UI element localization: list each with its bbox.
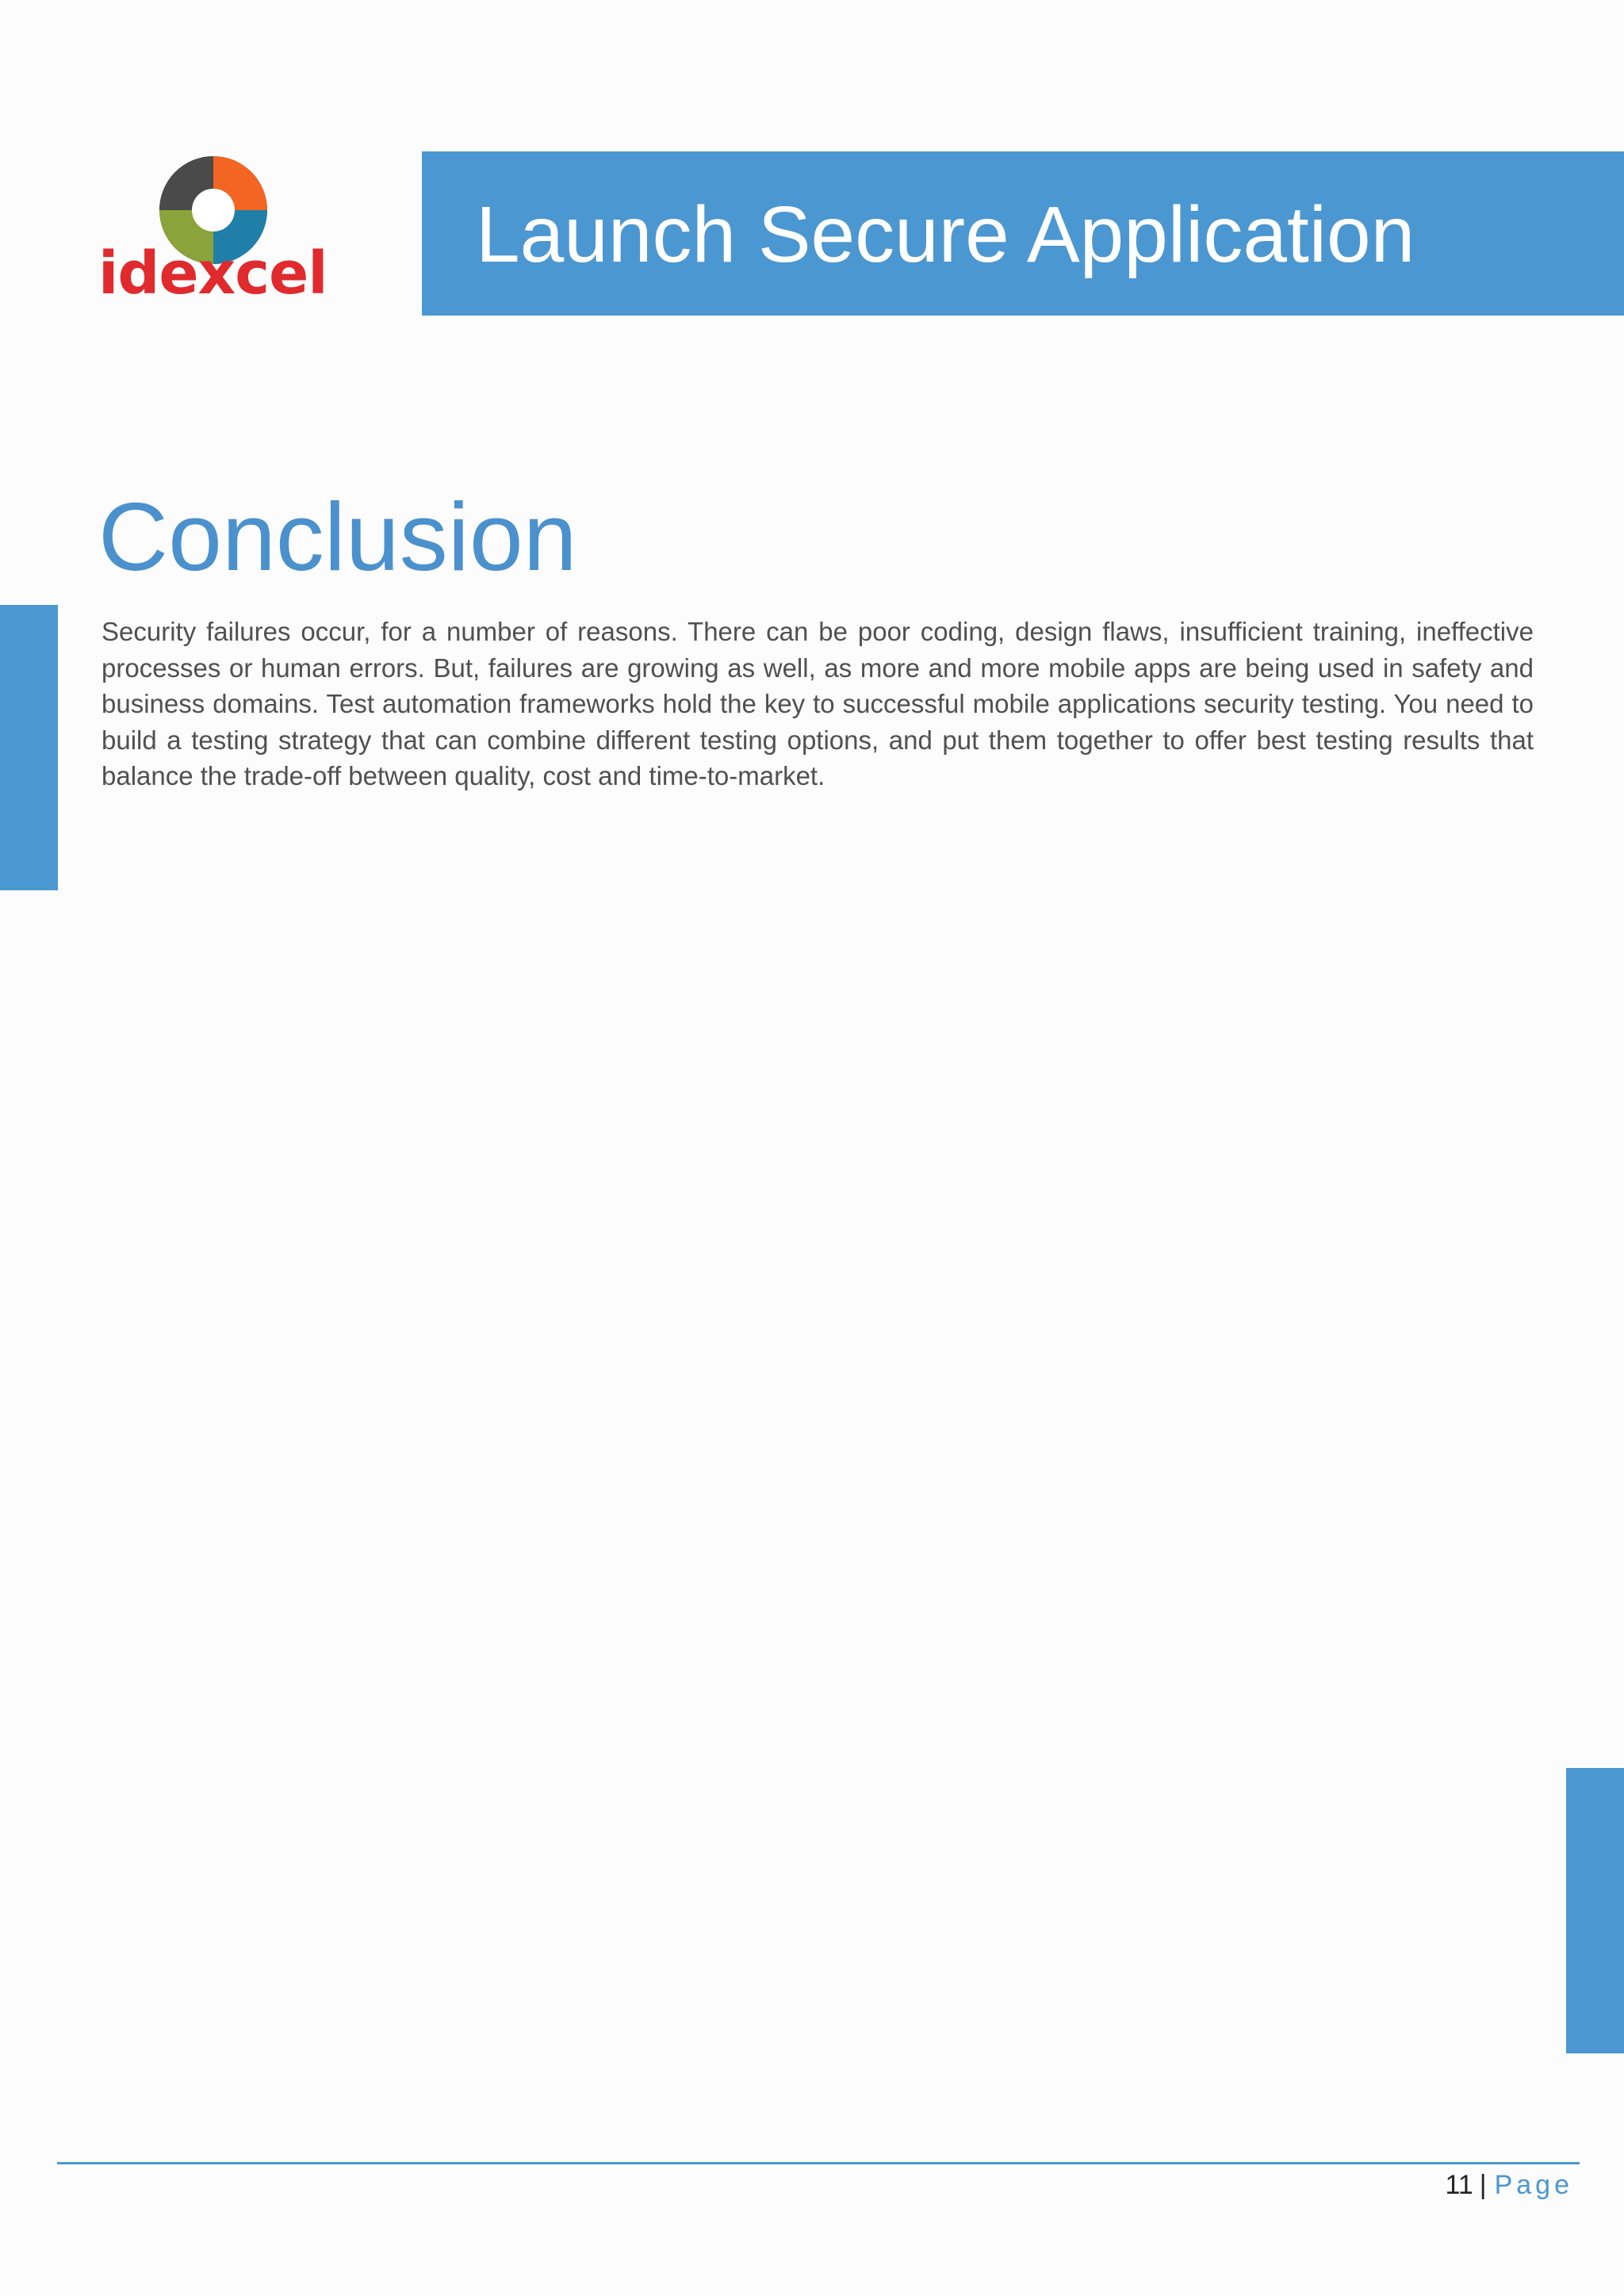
section-heading: Conclusion: [98, 483, 577, 591]
body-paragraph: Security failures occur, for a number of reasons. There can be poor coding, design flaws, insufficient training, ineffective processes or human errors. But, failures are growing as well, as more and more mobile apps are being used in safety and business domains. Test automation frameworks hold the key to successful mobile applications security testing. You need to build a testing strategy that can combine different testing options, and put them together to offer best testing results that balance the trade-off between quality, cost and time-to-market.: [102, 617, 1534, 790]
header-title: Launch Secure Application: [476, 190, 1415, 279]
page-number: 11: [1445, 2170, 1473, 2200]
header-band: [422, 151, 1624, 316]
page-number-footer: [1445, 2169, 1573, 2202]
page-label: Page: [1494, 2170, 1573, 2200]
right-accent-bar: [1566, 1768, 1624, 2053]
page-separator: |: [1479, 2170, 1487, 2200]
company-logo: [98, 147, 328, 322]
logo-wordmark: idexcel: [98, 239, 327, 308]
left-accent-bar: [0, 605, 58, 890]
footer-divider: [57, 2162, 1580, 2164]
